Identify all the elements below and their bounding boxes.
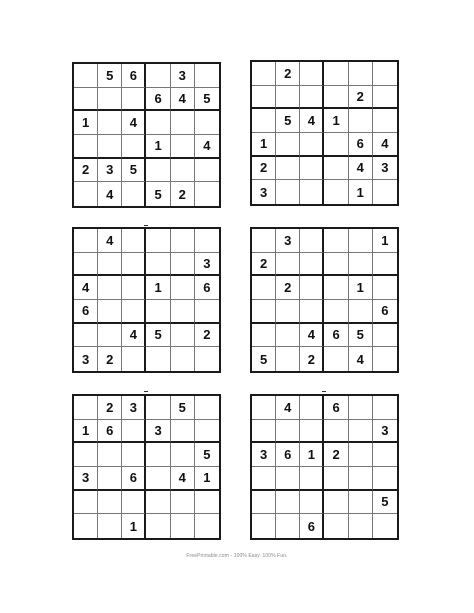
sudoku-puzzle-3 — [72, 227, 221, 373]
given-digit-cell[interactable]: 4 — [349, 157, 373, 181]
empty-cell[interactable] — [74, 324, 98, 348]
empty-cell[interactable] — [300, 253, 324, 277]
given-digit-cell[interactable]: 4 — [373, 133, 397, 157]
given-digit-cell[interactable]: 2 — [276, 62, 300, 86]
empty-cell[interactable] — [373, 443, 397, 467]
empty-cell[interactable] — [195, 514, 219, 538]
empty-cell[interactable] — [146, 467, 170, 491]
given-digit-cell[interactable]: 5 — [146, 324, 170, 348]
empty-cell[interactable] — [276, 491, 300, 515]
given-digit-cell[interactable]: 6 — [373, 300, 397, 324]
given-digit-cell[interactable]: 5 — [171, 396, 195, 420]
print-mark — [144, 225, 148, 226]
given-digit-cell[interactable]: 2 — [195, 324, 219, 348]
empty-cell[interactable] — [252, 324, 276, 348]
empty-cell[interactable] — [252, 229, 276, 253]
given-digit-cell[interactable]: 1 — [252, 133, 276, 157]
print-mark — [144, 391, 148, 392]
empty-cell[interactable] — [324, 229, 348, 253]
empty-cell[interactable] — [98, 88, 122, 112]
given-digit-cell[interactable]: 6 — [349, 133, 373, 157]
given-digit-cell[interactable]: 3 — [373, 157, 397, 181]
empty-cell[interactable] — [122, 88, 146, 112]
given-digit-cell[interactable]: 4 — [98, 229, 122, 253]
empty-cell[interactable] — [171, 324, 195, 348]
empty-cell[interactable] — [74, 443, 98, 467]
given-digit-cell[interactable]: 3 — [276, 229, 300, 253]
empty-cell[interactable] — [171, 491, 195, 515]
empty-cell[interactable] — [300, 62, 324, 86]
empty-cell[interactable] — [324, 180, 348, 204]
empty-cell[interactable] — [195, 491, 219, 515]
given-digit-cell[interactable]: 3 — [122, 396, 146, 420]
empty-cell[interactable] — [74, 135, 98, 159]
empty-cell[interactable] — [349, 396, 373, 420]
empty-cell[interactable] — [349, 514, 373, 538]
empty-cell[interactable] — [373, 109, 397, 133]
empty-cell[interactable] — [373, 86, 397, 110]
given-digit-cell[interactable]: 6 — [74, 300, 98, 324]
empty-cell[interactable] — [276, 180, 300, 204]
given-digit-cell[interactable]: 4 — [171, 467, 195, 491]
empty-cell[interactable] — [252, 491, 276, 515]
empty-cell[interactable] — [146, 491, 170, 515]
given-digit-cell[interactable]: 6 — [300, 514, 324, 538]
empty-cell[interactable] — [349, 443, 373, 467]
given-digit-cell[interactable]: 2 — [252, 157, 276, 181]
empty-cell[interactable] — [122, 300, 146, 324]
given-digit-cell[interactable]: 3 — [74, 467, 98, 491]
empty-cell[interactable] — [98, 491, 122, 515]
empty-cell[interactable] — [171, 300, 195, 324]
empty-cell[interactable] — [74, 491, 98, 515]
given-digit-cell[interactable]: 6 — [276, 443, 300, 467]
empty-cell[interactable] — [122, 182, 146, 206]
given-digit-cell[interactable]: 2 — [276, 276, 300, 300]
given-digit-cell[interactable]: 1 — [324, 109, 348, 133]
empty-cell[interactable] — [98, 443, 122, 467]
empty-cell[interactable] — [146, 229, 170, 253]
given-digit-cell[interactable]: 1 — [74, 420, 98, 444]
given-digit-cell[interactable]: 6 — [98, 420, 122, 444]
empty-cell[interactable] — [373, 467, 397, 491]
empty-cell[interactable] — [300, 276, 324, 300]
given-digit-cell[interactable]: 4 — [122, 111, 146, 135]
given-digit-cell[interactable]: 1 — [300, 443, 324, 467]
given-digit-cell[interactable]: 5 — [252, 347, 276, 371]
empty-cell[interactable] — [146, 514, 170, 538]
given-digit-cell[interactable]: 4 — [122, 324, 146, 348]
empty-cell[interactable] — [276, 514, 300, 538]
empty-cell[interactable] — [74, 396, 98, 420]
empty-cell[interactable] — [324, 276, 348, 300]
given-digit-cell[interactable]: 5 — [349, 324, 373, 348]
empty-cell[interactable] — [300, 157, 324, 181]
empty-cell[interactable] — [276, 133, 300, 157]
empty-cell[interactable] — [122, 229, 146, 253]
empty-cell[interactable] — [324, 491, 348, 515]
given-digit-cell[interactable]: 5 — [195, 88, 219, 112]
empty-cell[interactable] — [195, 64, 219, 88]
empty-cell[interactable] — [324, 157, 348, 181]
empty-cell[interactable] — [74, 514, 98, 538]
empty-cell[interactable] — [195, 420, 219, 444]
given-digit-cell[interactable]: 4 — [171, 88, 195, 112]
empty-cell[interactable] — [195, 396, 219, 420]
empty-cell[interactable] — [98, 253, 122, 277]
empty-cell[interactable] — [349, 300, 373, 324]
empty-cell[interactable] — [276, 420, 300, 444]
empty-cell[interactable] — [74, 253, 98, 277]
empty-cell[interactable] — [195, 300, 219, 324]
empty-cell[interactable] — [324, 62, 348, 86]
empty-cell[interactable] — [146, 300, 170, 324]
empty-cell[interactable] — [171, 229, 195, 253]
empty-cell[interactable] — [171, 443, 195, 467]
given-digit-cell[interactable]: 5 — [122, 159, 146, 183]
empty-cell[interactable] — [171, 111, 195, 135]
given-digit-cell[interactable]: 4 — [300, 109, 324, 133]
empty-cell[interactable] — [146, 64, 170, 88]
empty-cell[interactable] — [122, 491, 146, 515]
empty-cell[interactable] — [195, 347, 219, 371]
empty-cell[interactable] — [252, 396, 276, 420]
empty-cell[interactable] — [324, 347, 348, 371]
empty-cell[interactable] — [122, 347, 146, 371]
empty-cell[interactable] — [146, 443, 170, 467]
given-digit-cell[interactable]: 3 — [146, 420, 170, 444]
empty-cell[interactable] — [98, 135, 122, 159]
given-digit-cell[interactable]: 6 — [122, 467, 146, 491]
empty-cell[interactable] — [324, 133, 348, 157]
empty-cell[interactable] — [74, 64, 98, 88]
given-digit-cell[interactable]: 3 — [171, 64, 195, 88]
empty-cell[interactable] — [122, 135, 146, 159]
empty-cell[interactable] — [300, 467, 324, 491]
empty-cell[interactable] — [252, 300, 276, 324]
empty-cell[interactable] — [349, 420, 373, 444]
empty-cell[interactable] — [74, 229, 98, 253]
empty-cell[interactable] — [195, 159, 219, 183]
print-mark — [322, 391, 326, 392]
given-digit-cell[interactable]: 5 — [276, 109, 300, 133]
empty-cell[interactable] — [324, 420, 348, 444]
empty-cell[interactable] — [276, 157, 300, 181]
empty-cell[interactable] — [122, 253, 146, 277]
empty-cell[interactable] — [300, 420, 324, 444]
given-digit-cell[interactable]: 3 — [252, 443, 276, 467]
given-digit-cell[interactable]: 2 — [324, 443, 348, 467]
empty-cell[interactable] — [324, 253, 348, 277]
given-digit-cell[interactable]: 4 — [195, 135, 219, 159]
empty-cell[interactable] — [171, 253, 195, 277]
empty-cell[interactable] — [195, 111, 219, 135]
given-digit-cell[interactable]: 6 — [195, 276, 219, 300]
empty-cell[interactable] — [276, 300, 300, 324]
sudoku-puzzle-2 — [250, 60, 399, 206]
empty-cell[interactable] — [300, 229, 324, 253]
footer-credit: FreePrintable.com - 100% Easy. 100% Fun. — [186, 553, 288, 559]
empty-cell[interactable] — [300, 133, 324, 157]
empty-cell[interactable] — [276, 324, 300, 348]
given-digit-cell[interactable]: 4 — [276, 396, 300, 420]
given-digit-cell[interactable]: 3 — [74, 347, 98, 371]
given-digit-cell[interactable]: 4 — [74, 276, 98, 300]
empty-cell[interactable] — [252, 514, 276, 538]
empty-cell[interactable] — [373, 347, 397, 371]
given-digit-cell[interactable]: 4 — [98, 182, 122, 206]
empty-cell[interactable] — [252, 420, 276, 444]
empty-cell[interactable] — [146, 159, 170, 183]
given-digit-cell[interactable]: 3 — [373, 420, 397, 444]
empty-cell[interactable] — [98, 300, 122, 324]
given-digit-cell[interactable]: 4 — [349, 347, 373, 371]
empty-cell[interactable] — [349, 62, 373, 86]
empty-cell[interactable] — [252, 467, 276, 491]
given-digit-cell[interactable]: 2 — [98, 347, 122, 371]
empty-cell[interactable] — [324, 514, 348, 538]
given-digit-cell[interactable]: 1 — [373, 229, 397, 253]
given-digit-cell[interactable]: 2 — [98, 396, 122, 420]
given-digit-cell[interactable]: 2 — [252, 253, 276, 277]
empty-cell[interactable] — [171, 514, 195, 538]
empty-cell[interactable] — [373, 253, 397, 277]
given-digit-cell[interactable]: 1 — [349, 276, 373, 300]
given-digit-cell[interactable]: 6 — [122, 64, 146, 88]
sudoku-puzzle-4 — [250, 227, 399, 373]
given-digit-cell[interactable]: 6 — [146, 88, 170, 112]
empty-cell[interactable] — [252, 276, 276, 300]
empty-cell[interactable] — [74, 88, 98, 112]
empty-cell[interactable] — [276, 467, 300, 491]
given-digit-cell[interactable]: 1 — [195, 467, 219, 491]
given-digit-cell[interactable]: 1 — [146, 276, 170, 300]
empty-cell[interactable] — [349, 253, 373, 277]
empty-cell[interactable] — [373, 180, 397, 204]
empty-cell[interactable] — [122, 420, 146, 444]
empty-cell[interactable] — [300, 180, 324, 204]
empty-cell[interactable] — [171, 347, 195, 371]
empty-cell[interactable] — [98, 324, 122, 348]
empty-cell[interactable] — [98, 467, 122, 491]
given-digit-cell[interactable]: 2 — [300, 347, 324, 371]
empty-cell[interactable] — [146, 111, 170, 135]
sudoku-puzzle-1 — [72, 62, 221, 208]
given-digit-cell[interactable]: 5 — [146, 182, 170, 206]
empty-cell[interactable] — [349, 229, 373, 253]
empty-cell[interactable] — [252, 62, 276, 86]
empty-cell[interactable] — [349, 467, 373, 491]
given-digit-cell[interactable]: 1 — [74, 111, 98, 135]
empty-cell[interactable] — [373, 514, 397, 538]
empty-cell[interactable] — [98, 111, 122, 135]
given-digit-cell[interactable]: 6 — [324, 396, 348, 420]
given-digit-cell[interactable]: 5 — [98, 64, 122, 88]
empty-cell[interactable] — [195, 182, 219, 206]
empty-cell[interactable] — [373, 396, 397, 420]
empty-cell[interactable] — [252, 86, 276, 110]
empty-cell[interactable] — [171, 276, 195, 300]
empty-cell[interactable] — [300, 491, 324, 515]
empty-cell[interactable] — [300, 86, 324, 110]
given-digit-cell[interactable]: 2 — [349, 86, 373, 110]
empty-cell[interactable] — [98, 276, 122, 300]
sudoku-puzzle-5 — [72, 394, 221, 540]
empty-cell[interactable] — [171, 135, 195, 159]
empty-cell[interactable] — [146, 347, 170, 371]
empty-cell[interactable] — [276, 86, 300, 110]
empty-cell[interactable] — [98, 514, 122, 538]
given-digit-cell[interactable]: 6 — [324, 324, 348, 348]
empty-cell[interactable] — [252, 109, 276, 133]
empty-cell[interactable] — [276, 253, 300, 277]
empty-cell[interactable] — [373, 276, 397, 300]
empty-cell[interactable] — [324, 86, 348, 110]
given-digit-cell[interactable]: 3 — [195, 253, 219, 277]
empty-cell[interactable] — [195, 229, 219, 253]
given-digit-cell[interactable]: 4 — [300, 324, 324, 348]
empty-cell[interactable] — [373, 62, 397, 86]
empty-cell[interactable] — [373, 324, 397, 348]
empty-cell[interactable] — [74, 182, 98, 206]
given-digit-cell[interactable]: 2 — [171, 182, 195, 206]
given-digit-cell[interactable]: 2 — [74, 159, 98, 183]
empty-cell[interactable] — [146, 396, 170, 420]
empty-cell[interactable] — [300, 300, 324, 324]
empty-cell[interactable] — [171, 420, 195, 444]
empty-cell[interactable] — [276, 347, 300, 371]
given-digit-cell[interactable]: 5 — [195, 443, 219, 467]
empty-cell[interactable] — [171, 159, 195, 183]
given-digit-cell[interactable]: 3 — [98, 159, 122, 183]
empty-cell[interactable] — [324, 300, 348, 324]
given-digit-cell[interactable]: 1 — [146, 135, 170, 159]
empty-cell[interactable] — [122, 276, 146, 300]
given-digit-cell[interactable]: 1 — [349, 180, 373, 204]
sudoku-puzzle-6 — [250, 394, 399, 540]
empty-cell[interactable] — [349, 491, 373, 515]
empty-cell[interactable] — [324, 467, 348, 491]
empty-cell[interactable] — [146, 253, 170, 277]
given-digit-cell[interactable]: 5 — [373, 491, 397, 515]
given-digit-cell[interactable]: 3 — [252, 180, 276, 204]
empty-cell[interactable] — [122, 443, 146, 467]
empty-cell[interactable] — [349, 109, 373, 133]
empty-cell[interactable] — [300, 396, 324, 420]
given-digit-cell[interactable]: 1 — [122, 514, 146, 538]
